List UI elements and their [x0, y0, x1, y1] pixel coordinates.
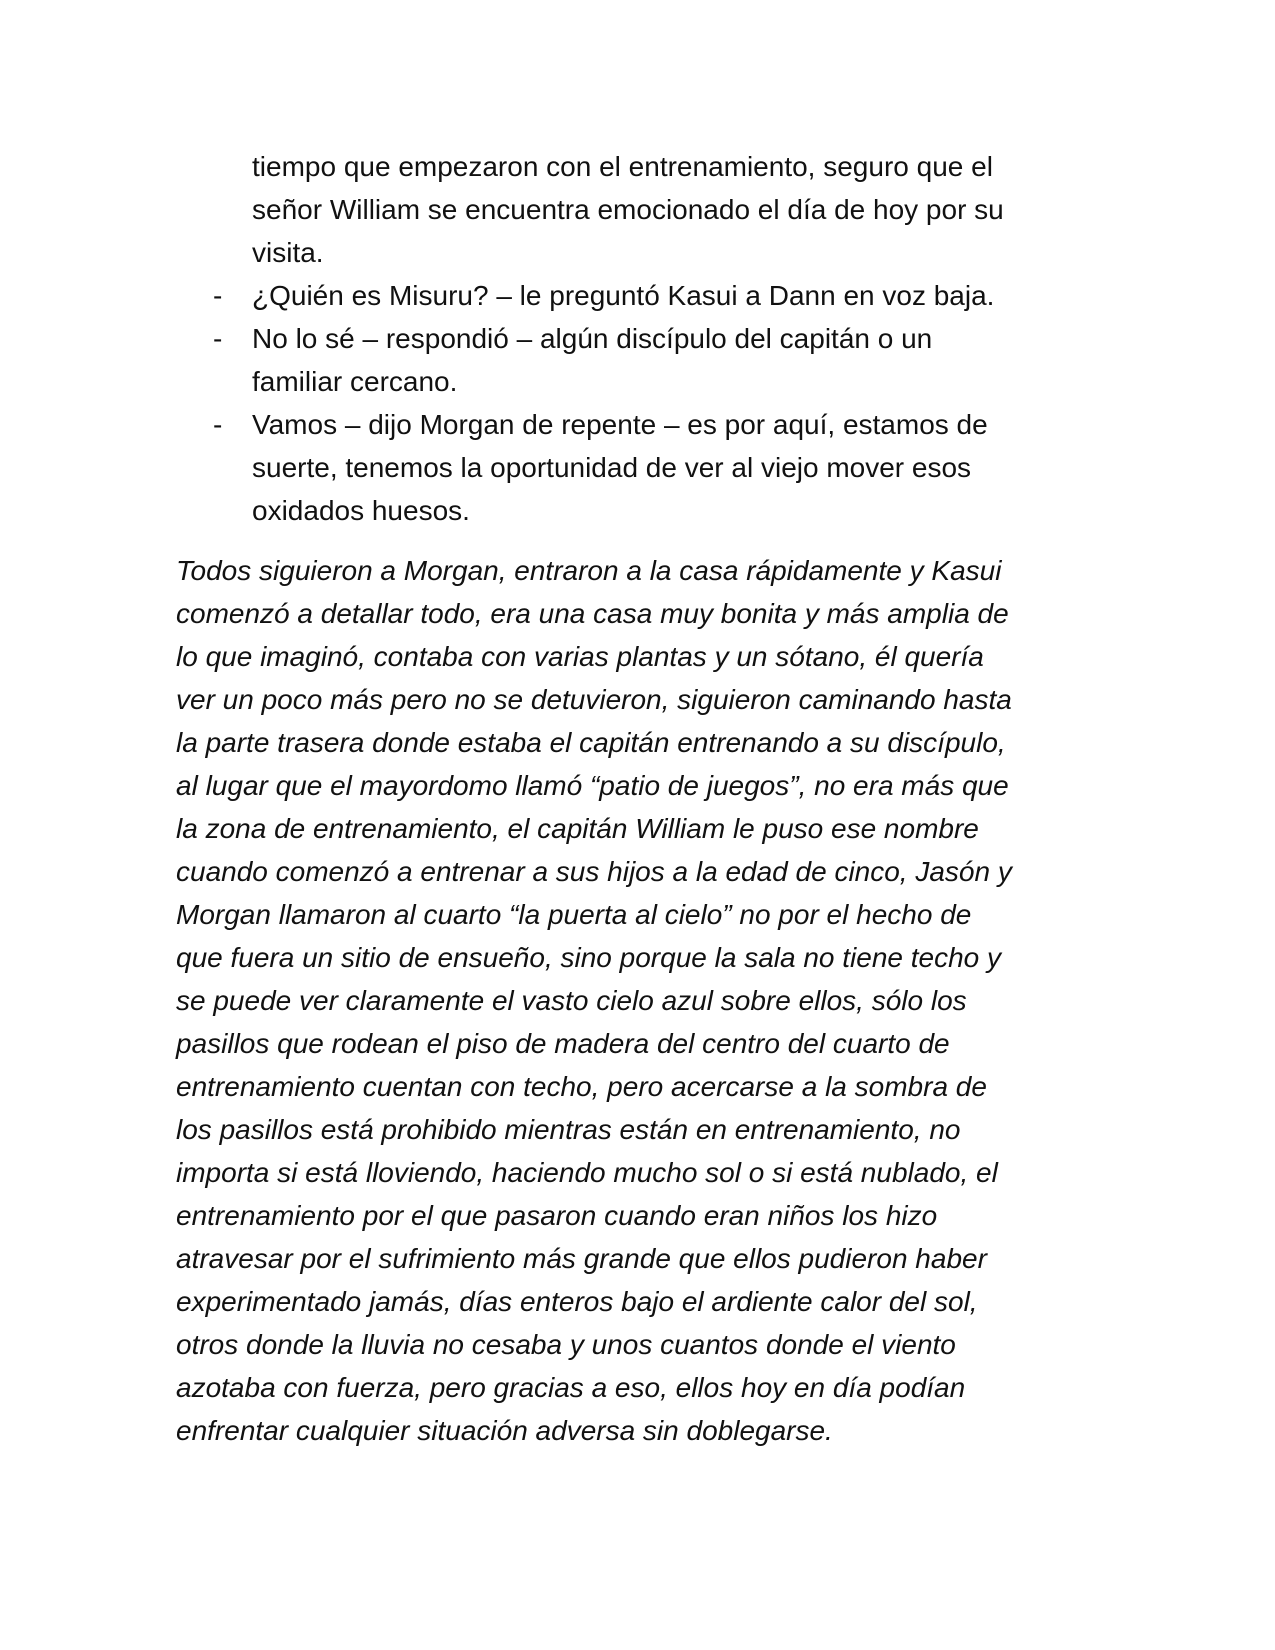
narration-line: entrenamiento por el que pasaron cuando eran niños los hizo [176, 1200, 938, 1231]
narration-line: la parte trasera donde estaba el capitán entrenando a su discípulo, [176, 727, 1006, 758]
narration-line: los pasillos está prohibido mientras están en entrenamiento, no [176, 1114, 961, 1145]
narration-line: lo que imaginó, contaba con varias plantas y un sótano, él quería [176, 641, 984, 672]
narration-line: enfrentar cualquier situación adversa sin doblegarse. [176, 1415, 833, 1446]
dialogue-line: visita. [252, 237, 324, 268]
narration-line: atravesar por el sufrimiento más grande que ellos pudieron haber [176, 1243, 987, 1274]
narration-line: experimentado jamás, días enteros bajo el ardiente calor del sol, [176, 1286, 978, 1317]
dialogue-dash: - [213, 409, 223, 440]
narration-line: al lugar que el mayordomo llamó “patio de juegos”, no era más que [176, 770, 1009, 801]
dialogue-line: oxidados huesos. [252, 495, 470, 526]
dialogue-line: tiempo que empezaron con el entrenamiento, seguro que el [252, 151, 993, 182]
narration-line: comenzó a detallar todo, era una casa muy bonita y más amplia de [176, 598, 1009, 629]
dialogue-line: No lo sé – respondió – algún discípulo del capitán o un [252, 323, 933, 354]
narration-line: azotaba con fuerza, pero gracias a eso, ellos hoy en día podían [176, 1372, 966, 1403]
narration-line: otros donde la lluvia no cesaba y unos cuantos donde el viento [176, 1329, 956, 1360]
narration-line: Todos siguieron a Morgan, entraron a la casa rápidamente y Kasui [176, 555, 1002, 586]
narration-line: Morgan llamaron al cuarto “la puerta al cielo” no por el hecho de [176, 899, 972, 930]
dialogue-dash: - [213, 323, 223, 354]
dialogue-line: Vamos – dijo Morgan de repente – es por aquí, estamos de [252, 409, 988, 440]
dialogue-line: suerte, tenemos la oportunidad de ver al viejo mover esos [252, 452, 972, 483]
dialogue-line: señor William se encuentra emocionado el día de hoy por su [252, 194, 1004, 225]
narration-line: se puede ver claramente el vasto cielo azul sobre ellos, sólo los [176, 985, 967, 1016]
narration-line: importa si está lloviendo, haciendo mucho sol o si está nublado, el [176, 1157, 998, 1188]
narration-line: pasillos que rodean el piso de madera del centro del cuarto de [176, 1028, 950, 1059]
narration-line: la zona de entrenamiento, el capitán William le puso ese nombre [176, 813, 979, 844]
narration-line: ver un poco más pero no se detuvieron, siguieron caminando hasta [176, 684, 1012, 715]
dialogue-dash: - [213, 280, 223, 311]
dialogue-line: ¿Quién es Misuru? – le preguntó Kasui a Dann en voz baja. [252, 280, 995, 311]
narration-line: que fuera un sitio de ensueño, sino porque la sala no tiene techo y [176, 942, 1002, 973]
narration-line: entrenamiento cuentan con techo, pero acercarse a la sombra de [176, 1071, 987, 1102]
dialogue-line: familiar cercano. [252, 366, 458, 397]
narration-line: cuando comenzó a entrenar a sus hijos a la edad de cinco, Jasón y [176, 856, 1012, 887]
